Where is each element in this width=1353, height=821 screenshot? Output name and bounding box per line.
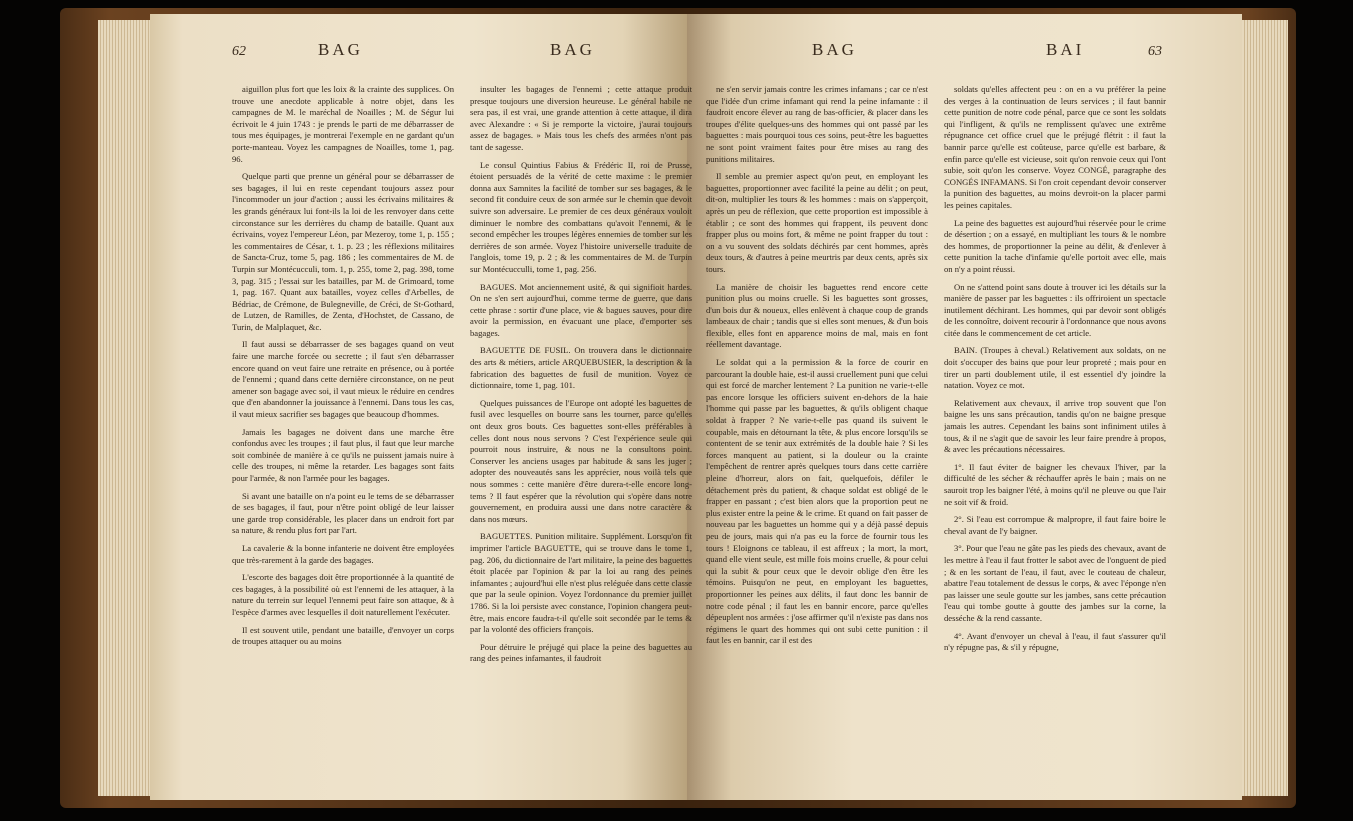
left-page-number: 62 <box>232 44 246 59</box>
right-page-number: 63 <box>1148 44 1162 59</box>
left-header-left: BAG <box>318 40 363 59</box>
paragraph: Pour détruire le préjugé qui place la peine des baguettes au rang des peines infamantes, il faudroit <box>470 641 692 664</box>
paragraph: BAIN. (Troupes à cheval.) Relativement aux soldats, on ne doit s'occuper des bains que pour leur propreté ; mais pour en tirer un parti doublement utile, il est essentiel d'y joindre la natation. Voyez ce mot. <box>944 345 1166 391</box>
right-column-2 <box>944 84 1166 774</box>
paragraph: Quelques puissances de l'Europe ont adopté les baguettes de fusil avec lesquelles on bourre sans les tourner, parce qu'elles ont deux gros bouts. Ces baguettes sont-elles préférables à celles dont nous nous servons ? C'est l'expérience seule qui pourroit nous instruire, & nous ne la consultons point. Conserver les anciens usages par habitude & sans les juger ; adopter des nouveautés sans les apprécier, nous voilà tels que nous sommes : cette manière d'être durera-t-elle encore long-tems ? Il faut espérer que la révolution qui s'opère dans notre gouvernement, en produira aussi une dans notre caractère & dans nos mœurs. <box>470 397 692 524</box>
page-edges-right <box>1242 20 1288 796</box>
page-edges-left <box>98 20 150 796</box>
paragraph: ne s'en servir jamais contre les crimes infamans ; car ce n'est que l'idée d'un crime infamant qui rend la peine infamante : il faudroit encore élever au rang de bas-officier, & placer dans les troupes d'élite quelques-uns des hommes qui ont passé par les baguettes : mais pourquoi tous ces soins, peut-être les baguettes ne sont point vraiment faites pour être mises au rang des punitions militaires. <box>706 84 928 164</box>
paragraph: aiguillon plus fort que les loix & la crainte des supplices. On trouve une anecdote applicable à notre objet, dans les campagnes de M. le maréchal de Noailles ; M. de Ségur lui écrivoit le 4 juin 1743 : je prends le parti de me débarrasser de tous mes équipages, je montrerai l'exemple en ne gardant qu'un porte-manteau. Voyez les campagnes de Noailles, tome 1, pag. 96. <box>232 84 454 164</box>
paragraph: soldats qu'elles affectent peu : on en a vu préférer la peine des verges à la continuation de leurs services ; il faut bannir cette punition de notre code pénal, parce que ce sont les soldats qui l'infligent, & qu'ils ne remplissent qu'avec une extrême répugnance cet office cruel que le préjugé flétrit : il faut la bannir parce qu'elle est coûteuse, parce qu'elle est barbare, & enfin parce qu'elle est vicieuse, soit qu'on renvoie ceux qui l'ont subie, soit qu'on les conserve. Voyez CONGÉ, paragraphe des CONGÉS INFAMANS. Si l'on croit cependant devoir conserver la punition des baguettes, au moins devroit-on la placer parmi les peines capitales. <box>944 84 1166 210</box>
left-column-2 <box>470 84 692 774</box>
left-column-1 <box>232 84 454 774</box>
paragraph: Quelque parti que prenne un général pour se débarrasser de ses bagages, il lui en reste cependant toujours assez pour l'incommoder un jour d'action ; aussi les écrivains militaires & les grands généraux lui font-ils la loi de les renvoyer dans cette circonstance sur les derrières du champ de bataille. Quant aux écrivains, voyez l'empereur Léon, par Mezeroy, tome 1, p. 155 ; les commentaires de César, t. 1. p. 23 ; les réflexions militaires de Sancta-Cruz, tome 5, pag. 186 ; les commentaires de M. de Turpin sur Montécucculi, tom. 1, p. 255, tome 2, pag. 398, tome 3, pag. 315 ; l'essai sur les batailles, par M. de Grimoard, tome 1, pag. 167. Quant aux batailles, voyez celles d'Arbelles, de Bédriac, de Crémone, de Bulegneville, de Créci, de St-Gothard, de Lutzen, de Ramilles, de Zenta, d'Hochstet, de Cassano, de Turin, de Malplaquet, &c. <box>232 171 454 332</box>
paragraph: 4°. Avant d'envoyer un cheval à l'eau, il faut s'assurer qu'il n'y répugne pas, & s'il y répugne, <box>944 630 1166 653</box>
paragraph: On ne s'attend point sans doute à trouver ici les détails sur la manière de passer par les baguettes : ils offriroient un spectacle inutilement déchirant. Les hommes, qui par devoir sont obligés de les connoître, doivent recourir à l'ordonnance que nous avons citée dans le commencement de cet article. <box>944 281 1166 338</box>
right-column-1 <box>706 84 928 774</box>
paragraph: Il est souvent utile, pendant une bataille, d'envoyer un corps de troupes attaquer ou au moins <box>232 624 454 647</box>
paragraph: La peine des baguettes est aujourd'hui réservée pour le crime de désertion ; on a essayé, en multipliant les tours & le nombre des hommes, de proportionner la peine au délit, & d'enlever à cette punition la tache d'infamie qu'elle portoit avec elle, mais on n'y a point réussi. <box>944 217 1166 274</box>
paragraph: BAGUETTE DE FUSIL. On trouvera dans le dictionnaire des arts & métiers, article ARQUEBUSIER, la description & la fabrication des baguettes de fusil de munition. Voyez ce dictionnaire, tome 1, pag. 101. <box>470 345 692 391</box>
paragraph: Relativement aux chevaux, il arrive trop souvent que l'on baigne les uns sans précaution, tandis qu'on ne baigne presque jamais les autres. Cependant les bains sont infiniment utiles à tous, & il ne s'agit que de savoir les leur faire prendre à propos, & avec les précautions nécessaires. <box>944 397 1166 455</box>
left-header-right: BAG <box>550 40 595 59</box>
paragraph: BAGUETTES. Punition militaire. Supplément. Lorsqu'on fit imprimer l'article BAGUETTE, qui se trouve dans le tome 1, pag. 206, du dictionnaire de l'art militaire, la peine des baguettes étoit placée par l'opinion & par la loi au rang des peines infamantes ; aujourd'hui elle n'est plus reléguée dans cette classe que par la seule opinion. Voyez l'ordonnance du premier juillet 1786. Si la loi persiste avec constance, l'opinion changera peut-être, mais encore faudra-t-il qu'elle soit secondée par le tems & par la volonté des officiers françois. <box>470 531 692 635</box>
paragraph: 1°. Il faut éviter de baigner les chevaux l'hiver, par la difficulté de les sécher & réchauffer après le bain ; mais on ne sauroit trop les baigner l'été, à moins qu'il ne pleuve ou que l'air ne soit vif & froid. <box>944 461 1166 507</box>
paragraph: BAGUES. Mot anciennement usité, & qui signifioit hardes. On ne s'en sert aujourd'hui, comme terme de guerre, que dans cette phrase : sortir d'une place, vie & bagues sauves, pour dire avoir la permission, en évacuant une place, d'emporter ses bagages. <box>470 281 692 338</box>
paragraph: insulter les bagages de l'ennemi ; cette attaque produit presque toujours une diversion heureuse. Le général habile ne sera pas, il est vrai, une grande attention à cette attaque, il dira avec Alexandre : « Si je remporte la victoire, j'aurai toujours assez de bagages. » Mais tous les chefs des armées n'ont pas tant de sagesse. <box>470 84 692 152</box>
right-header-left: BAG <box>812 40 857 59</box>
paragraph: Jamais les bagages ne doivent dans une marche être confondus avec les troupes ; il faut plus, il faut que leur marche soit combinée de manière à ce qu'ils ne puissent jamais nuire à celle des troupes, ni même la retarder. Les bagages sont faits pour l'armée, & non l'armée pour les bagages. <box>232 426 454 483</box>
paragraph: Le consul Quintius Fabius & Frédéric II, roi de Prusse, étoient persuadés de la vérité de cette maxime : le premier donna aux Samnites la facilité de tomber sur ses bagages, & le second fit conduire ceux de son armée sur le chemin que devoit suivre son adversaire. Le premier de ces deux généraux vouloit diminuer le nombre des combattans qu'avoit l'ennemi, & le second empêcher les troupes légères ennemies de tomber sur les derrières de son armée. Voyez l'histoire universelle traduite de l'anglois, tome 19, p. 2 ; & les commentaires de M. de Turpin sur Montécucculli, tome 1, pag. 256. <box>470 159 692 274</box>
paragraph: Il faut aussi se débarrasser de ses bagages quand on veut faire une marche forcée ou secrette ; il faut s'en débarrasser encore quand on veut faire une retraite en présence, ou à portée de l'ennemi ; quand dans cette dernière circonstance, on ne peut amener son bagage avec soi, il vaut mieux le réduire en cendres que d'en abandonner la jouissance à l'ennemi. Dans tous les cas, il vaut mieux sacrifier ses bagages que beaucoup d'hommes. <box>232 339 454 420</box>
paragraph: L'escorte des bagages doit être proportionnée à la quantité de ces bagages, à la possibilité où est l'ennemi de les attaquer, à la nature du terrein sur lequel l'ennemi peut faire son attaque, & à l'espèce d'armes avec lesquelles il doit naturellement l'exécuter. <box>232 572 454 617</box>
paragraph: 2°. Si l'eau est corrompue & malpropre, il faut faire boire le cheval avant de l'y baigner. <box>944 514 1166 536</box>
paragraph: Si avant une bataille on n'a point eu le tems de se débarrasser de ses bagages, il faut, pour n'être point obligé de leur laisser une garde trop considérable, les placer dans un endroit fort par sa nature, & rendu plus fort par l'art. <box>232 490 454 536</box>
paragraph: Le soldat qui a la permission & la force de courir en parcourant la double haie, est-il aussi cruellement puni que celui qui est forcé de marcher lentement ? La punition ne varie-t-elle pas encore lorsque les officiers suivent en-dehors de la haie l'homme qui passe par les baguettes, & qu'ils obligent chaque soldat à frapper ? Ne varie-t-elle pas quand ils suivent le coupable, mais en détournant la tête, & plus encore lorsqu'ils se contentent de se tenir aux extrémités de la double haie ? Si les forces manquent au patient, si la douleur ou la crainte l'empêchent de rentrer après quelques tours dans cette carrière pleine d'horreur, alors on fait, quelquefois, défiler le détachement près du patient, & chaque soldat est obligé de le frapper en passant ; c'est bien alors que la proportion peut ne plus exister entre la peine & le crime. Et quand on fait passer de nouveau par les baguettes un homme qui y a déjà passé depuis peu de jours, mais qui n'a pas eu la force de fournir tous les tours ! Eloignons ce tableau, il est affreux ; la mort, la mort, quand elle vient seule, est mille fois moins cruelle, & pour celui qui la subit & pour ceux que le devoir oblige d'en être les témoins. Puisqu'on ne peut, en employant les baguettes, proportionner les peines aux délits, il faut donc les bannir de notre code pénal ; il faut les en bannir encore, parce qu'elles dépeuplent nos armées : j'ose affirmer qu'il n'existe pas dans nos régimens le quart des hommes qui ont subi cette punition : il faut les en bannir, car il est des <box>706 357 928 646</box>
paragraph: La manière de choisir les baguettes rend encore cette punition plus ou moins cruelle. Si les baguettes sont grosses, d'un bois dur & noueux, elles enlèvent à chaque coup de grands lambeaux de chair ; tandis que si elles sont menues, & d'un bois flexible, elles font en apparence moins de mal, mais en font réellement davantage. <box>706 281 928 350</box>
paragraph: La cavalerie & la bonne infanterie ne doivent être employées que très-rarement à la garde des bagages. <box>232 542 454 565</box>
paragraph: Il semble au premier aspect qu'on peut, en employant les baguettes, proportionner avec facilité la peine au délit ; on peut, dit-on, multiplier les tours & les hommes : mais on s'apperçoit, après un peu de réflexion, que cette proportion est impossible à établir ; ce sont des hommes qui frappent, ils peuvent donc frapper plus ou moins fort, & même ne point frapper du tout : on a vu souvent des soldats déchirés par cent hommes, après deux tours, & d'autres à peine meurtris par deux cents, après six tours. <box>706 171 928 274</box>
right-header-right: BAI <box>1046 40 1085 59</box>
paragraph: 3°. Pour que l'eau ne gâte pas les pieds des chevaux, avant de les mettre à l'eau il faut frotter le sabot avec de l'onguent de pied ; & en les sortant de l'eau, il faut, avec le couteau de chaleur, abattre l'eau totalement de dessus le corps, & avec l'éponge n'en pas laisser une seule goutte sur les jambes, sans cette précaution l'eau qui tombe goutte à goutte des jambes sur la corne, la desséche & la rend cassante. <box>944 543 1166 623</box>
